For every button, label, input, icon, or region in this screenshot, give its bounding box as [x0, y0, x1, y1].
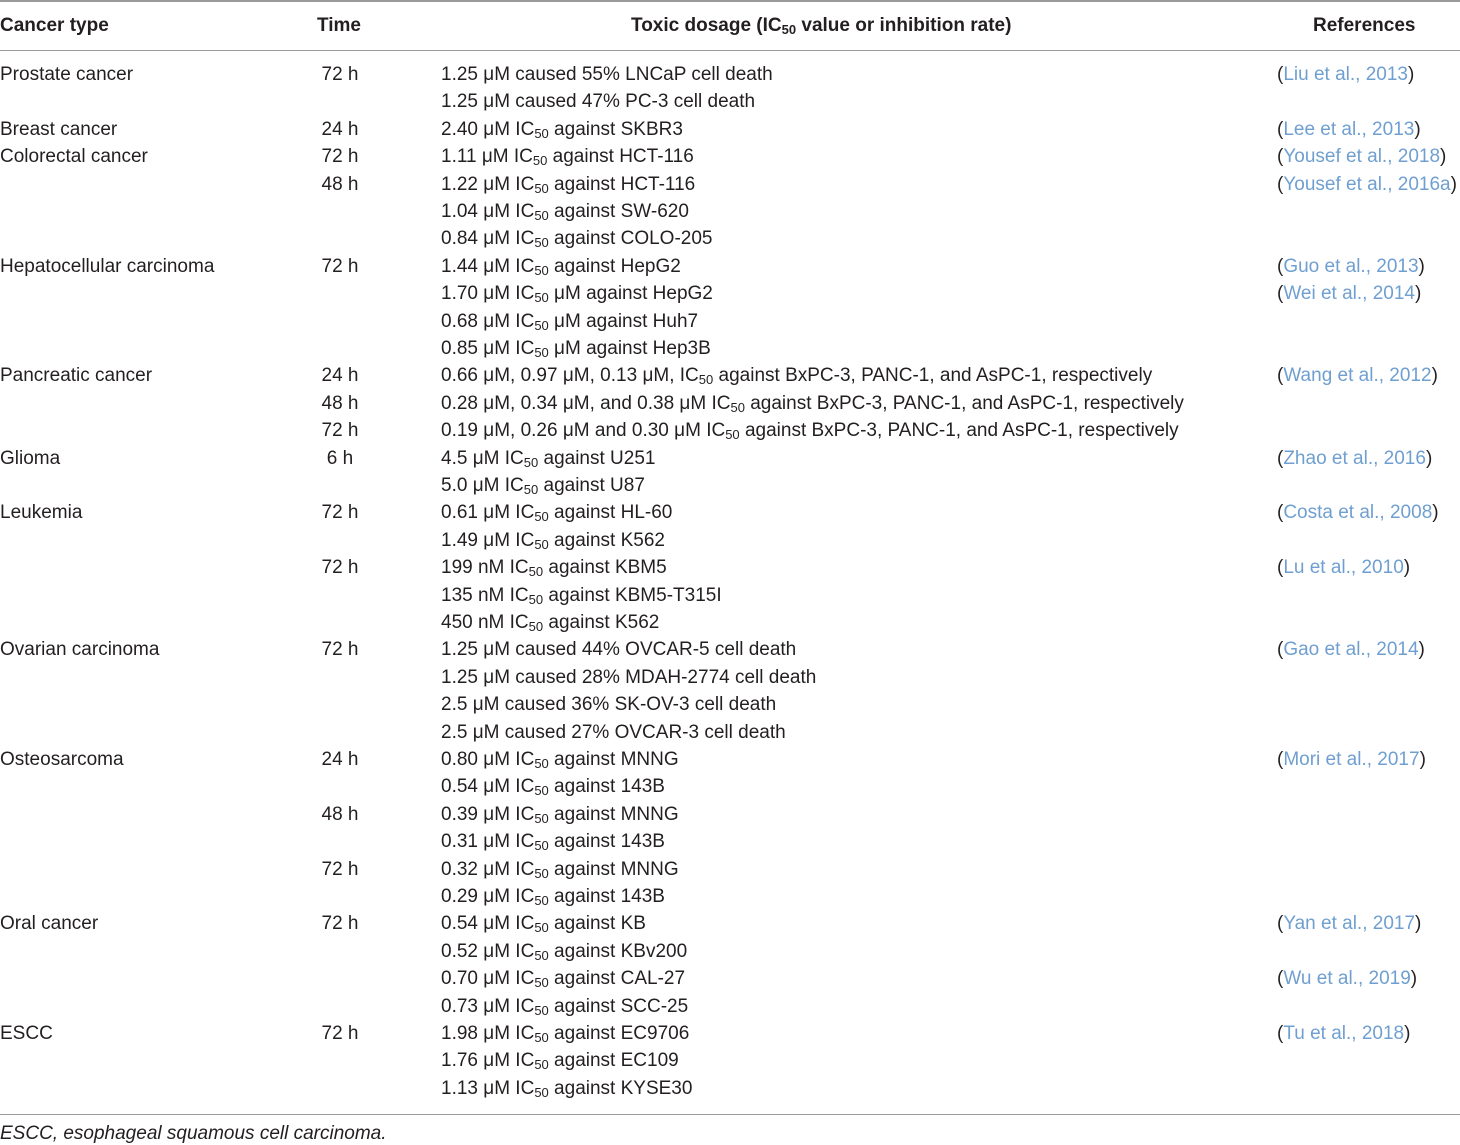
table-row	[0, 636, 1460, 663]
dosage-cell	[441, 1077, 692, 1101]
header-cancer-type: Cancer type	[0, 15, 109, 36]
dosage-text: 1.13 μM IC	[441, 1077, 535, 1099]
dosage-cell	[441, 200, 689, 224]
dosage-text: 0.66 μM, 0.97 μM, 0.13 μM, IC	[441, 365, 699, 387]
time-cell: 24 h	[321, 365, 359, 387]
dosage-text: 135 nM IC	[441, 584, 529, 606]
dosage-text: μM against Huh7	[548, 310, 699, 332]
header-time: Time	[317, 15, 362, 36]
table-row	[0, 582, 1460, 609]
ic-subscript: 50	[534, 893, 549, 908]
dosage-cell	[441, 912, 646, 936]
cancer-type-cell: Prostate cancer	[0, 64, 134, 85]
dosage-cell	[441, 1022, 689, 1046]
dosage-text: against BxPC-3, PANC-1, and AsPC-1, respectively	[739, 420, 1179, 442]
dosage-cell	[441, 967, 685, 991]
ic-subscript: 50	[534, 509, 549, 525]
reference-cell: (Wei et al., 2014)	[1277, 283, 1422, 305]
reference-link[interactable]: Mori et al., 2017	[1283, 749, 1420, 770]
dosage-text: against BxPC-3, PANC-1, and AsPC-1, respectively	[713, 365, 1153, 387]
time-cell: 24 h	[321, 749, 359, 770]
dosage-cell	[441, 721, 786, 745]
table-row	[0, 253, 1460, 280]
dosage-text: 1.04 μM IC	[441, 201, 535, 222]
table-row	[0, 719, 1460, 746]
reference-cell: (Liu et al., 2013)	[1277, 64, 1415, 85]
ic-subscript: 50	[534, 1002, 549, 1018]
dosage-cell	[441, 474, 645, 498]
dosage-cell	[441, 748, 679, 772]
dosage-cell	[441, 337, 711, 361]
reference-cell: (Gao et al., 2014)	[1277, 639, 1425, 661]
table-row	[0, 993, 1460, 1020]
dosage-text: against HCT-116	[547, 146, 694, 168]
dosage-cell	[441, 310, 698, 334]
reference-link[interactable]: Lu et al., 2010	[1283, 557, 1404, 579]
reference-link[interactable]: Yousef et al., 2018	[1283, 146, 1441, 168]
dosage-text: against 143B	[548, 776, 665, 798]
time-cell: 48 h	[321, 803, 359, 825]
dosage-text: 1.70 μM IC	[441, 283, 535, 305]
ic-subscript: 50	[534, 838, 549, 854]
table-row	[0, 527, 1460, 554]
table-row	[0, 61, 1460, 88]
dosage-cell	[441, 775, 665, 799]
reference-link[interactable]: Lee et al., 2013	[1283, 118, 1415, 140]
dosage-cell	[441, 118, 683, 142]
table-row	[0, 88, 1460, 115]
dosage-cell	[441, 364, 1152, 388]
reference-link[interactable]: Guo et al., 2013	[1283, 255, 1419, 277]
table-bottom-rule	[0, 1114, 1460, 1115]
table-row	[0, 116, 1460, 143]
reference-link[interactable]: Wang et al., 2012	[1283, 365, 1432, 387]
header-references: References	[1313, 15, 1416, 36]
dosage-cell	[441, 556, 667, 580]
ic-subscript: 50	[534, 810, 549, 826]
dosage-text: 1.22 μM IC	[441, 173, 535, 195]
reference-cell: (Wu et al., 2019)	[1277, 968, 1418, 990]
cancer-type-cell: Colorectal cancer	[0, 146, 148, 168]
dosage-text: against SKBR3	[548, 118, 683, 140]
header-dosage-subscript: 50	[781, 22, 797, 37]
dosage-text: 0.61 μM IC	[441, 502, 535, 524]
table-row	[0, 1047, 1460, 1074]
dosage-text: 1.25 μM caused 55% LNCaP cell death	[441, 64, 773, 85]
reference-link[interactable]: Zhao et al., 2016	[1283, 447, 1426, 469]
ic-subscript: 50	[698, 372, 714, 388]
dosage-text: against SCC-25	[548, 995, 689, 1017]
dosage-text: 1.98 μM IC	[441, 1023, 535, 1044]
dosage-text: 0.54 μM IC	[441, 776, 535, 798]
dosage-text: 1.25 μM caused 44% OVCAR-5 cell death	[441, 639, 797, 661]
dosage-cell	[441, 501, 672, 525]
time-cell: 72 h	[321, 913, 359, 935]
cancer-type-cell: Glioma	[0, 447, 61, 469]
dosage-text: 0.28 μM, 0.34 μM, and 0.38 μM IC	[441, 392, 731, 414]
dosage-cell	[441, 858, 679, 882]
header-rule	[0, 50, 1460, 51]
time-cell: 48 h	[321, 173, 359, 195]
dosage-cell	[441, 803, 679, 827]
dosage-text: against MNNG	[548, 858, 679, 880]
table-row	[0, 417, 1460, 444]
ic-subscript: 50	[534, 920, 549, 936]
dosage-text: 1.25 μM caused 47% PC-3 cell death	[441, 91, 756, 113]
dosage-cell	[441, 145, 694, 169]
dosage-text: 0.85 μM IC	[441, 338, 535, 359]
dosage-cell	[441, 611, 659, 635]
table-row	[0, 664, 1460, 691]
ic-subscript: 50	[532, 153, 548, 169]
dosage-cell	[441, 255, 681, 279]
dosage-text: against HepG2	[548, 255, 681, 277]
dosage-text: 5.0 μM IC	[441, 475, 524, 496]
table-row	[0, 883, 1460, 910]
dosage-cell	[441, 63, 773, 87]
table-row	[0, 390, 1460, 417]
table-row	[0, 308, 1460, 335]
table-row	[0, 746, 1460, 773]
dosage-text: against BxPC-3, PANC-1, and AsPC-1, respectively	[744, 392, 1184, 414]
ic-subscript: 50	[534, 865, 549, 881]
reference-cell: (Zhao et al., 2016)	[1277, 447, 1433, 469]
ic-subscript: 50	[534, 1084, 549, 1100]
dosage-text: against U87	[538, 475, 645, 496]
reference-link[interactable]: Liu et al., 2013	[1283, 64, 1408, 85]
dosage-text: against K562	[548, 529, 665, 551]
table-row	[0, 362, 1460, 389]
dosage-text: 2.5 μM caused 36% SK-OV-3 cell death	[441, 694, 777, 716]
dosage-text: 0.32 μM IC	[441, 858, 535, 880]
table-row	[0, 801, 1460, 828]
ic-subscript: 50	[534, 208, 549, 223]
reference-link[interactable]: Costa et al., 2008	[1283, 502, 1433, 524]
time-cell: 72 h	[321, 255, 359, 277]
table-row	[0, 225, 1460, 252]
dosage-text: 0.52 μM IC	[441, 940, 535, 962]
dosage-text: against KYSE30	[548, 1077, 693, 1099]
cancer-type-cell: Hepatocellular carcinoma	[0, 255, 215, 277]
dosage-text: against U251	[538, 447, 656, 469]
dosage-text: 199 nM IC	[441, 557, 529, 579]
reference-cell: (Lu et al., 2010)	[1277, 557, 1411, 579]
time-cell: 6 h	[326, 447, 354, 469]
dosage-cell	[441, 227, 712, 251]
reference-cell: (Guo et al., 2013)	[1277, 255, 1425, 277]
ic-subscript: 50	[534, 975, 549, 991]
ic-subscript: 50	[725, 427, 740, 443]
time-cell: 24 h	[321, 118, 359, 140]
ic-subscript: 50	[730, 399, 745, 415]
dosage-text: 0.73 μM IC	[441, 995, 535, 1017]
time-cell: 72 h	[321, 858, 359, 880]
table-row	[0, 143, 1460, 170]
reference-cell: (Yousef et al., 2018)	[1277, 146, 1447, 168]
dosage-cell	[441, 693, 776, 717]
header-toxic-dosage	[631, 14, 1011, 38]
cancer-type-cell: Pancreatic cancer	[0, 365, 153, 387]
ic-subscript: 50	[534, 317, 549, 333]
cancer-type-cell: Oral cancer	[0, 913, 99, 935]
ic-subscript: 50	[528, 591, 544, 607]
dosage-cell	[441, 940, 687, 964]
dosage-text: 1.25 μM caused 28% MDAH-2774 cell death	[441, 666, 817, 688]
time-cell: 72 h	[321, 64, 359, 85]
ic-subscript: 50	[534, 290, 549, 306]
table-row	[0, 1075, 1460, 1102]
time-cell: 72 h	[321, 1023, 359, 1044]
dosage-text: against 143B	[548, 886, 665, 907]
ic-subscript: 50	[534, 1030, 549, 1045]
reference-cell: (Yousef et al., 2016a)	[1277, 173, 1457, 195]
table-row	[0, 938, 1460, 965]
table-row	[0, 965, 1460, 992]
dosage-text: against KBM5-T315I	[543, 584, 722, 606]
cancer-type-cell: Osteosarcoma	[0, 749, 124, 770]
table-footnote: ESCC, esophageal squamous cell carcinoma.	[0, 1123, 387, 1144]
dosage-text: 0.68 μM IC	[441, 310, 535, 332]
reference-cell: (Yan et al., 2017)	[1277, 913, 1422, 935]
ic-subscript: 50	[534, 262, 549, 278]
ic-subscript: 50	[534, 345, 549, 360]
dosage-text: 1.11 μM IC	[441, 146, 533, 168]
dosage-text: 0.39 μM IC	[441, 803, 535, 825]
dosage-text: against CAL-27	[548, 968, 686, 990]
ic-subscript: 50	[528, 619, 544, 634]
ic-subscript: 50	[523, 482, 539, 497]
dosage-text: against HCT-116	[548, 173, 696, 195]
reference-cell: (Tu et al., 2018)	[1277, 1023, 1411, 1044]
dosage-text: 1.49 μM IC	[441, 529, 535, 551]
dosage-text: 0.19 μM, 0.26 μM and 0.30 μM IC	[441, 420, 726, 442]
dosage-cell	[441, 419, 1179, 443]
reference-link[interactable]: Tu et al., 2018	[1283, 1023, 1405, 1044]
reference-link[interactable]: Wei et al., 2014	[1283, 283, 1416, 305]
dosage-text: against KBM5	[543, 557, 667, 579]
dosage-text: against K562	[543, 612, 660, 633]
dosage-text: μM against Hep3B	[548, 338, 711, 359]
time-cell: 72 h	[321, 557, 359, 579]
dosage-cell	[441, 173, 695, 197]
dosage-text: 1.76 μM IC	[441, 1050, 535, 1072]
ic-subscript: 50	[534, 783, 549, 799]
dosage-text: against COLO-205	[548, 228, 713, 250]
dosage-text: 0.29 μM IC	[441, 886, 535, 907]
dosage-text: 0.54 μM IC	[441, 913, 535, 935]
dosage-cell	[441, 584, 722, 608]
dosage-text: 4.5 μM IC	[441, 447, 524, 469]
dosage-text: against MNNG	[548, 749, 679, 770]
table-row	[0, 773, 1460, 800]
dosage-text: against EC109	[548, 1050, 679, 1072]
table-row	[0, 609, 1460, 636]
header-dosage-text: Toxic dosage (IC	[631, 15, 782, 36]
table-row	[0, 335, 1460, 362]
reference-cell: (Lee et al., 2013)	[1277, 118, 1421, 140]
dosage-cell	[441, 995, 688, 1019]
cancer-type-cell: Breast cancer	[0, 118, 118, 140]
dosage-cell	[441, 447, 655, 471]
dosage-cell	[441, 885, 665, 909]
table-row	[0, 472, 1460, 499]
table-row	[0, 856, 1460, 883]
table-row	[0, 445, 1460, 472]
dosage-text: against MNNG	[548, 803, 679, 825]
dosage-cell	[441, 282, 713, 306]
dosage-text: against SW-620	[548, 201, 689, 222]
table-row	[0, 499, 1460, 526]
table-row	[0, 910, 1460, 937]
time-cell: 72 h	[321, 146, 359, 168]
ic-subscript: 50	[534, 125, 549, 141]
dosage-text: against HL-60	[548, 502, 673, 524]
dosage-text: 2.5 μM caused 27% OVCAR-3 cell death	[441, 721, 786, 743]
dosage-cell	[441, 666, 816, 690]
dosage-text: 0.84 μM IC	[441, 228, 535, 250]
table-row	[0, 554, 1460, 581]
table-top-rule	[0, 0, 1460, 2]
table-row	[0, 691, 1460, 718]
cancer-type-cell: Ovarian carcinoma	[0, 639, 160, 661]
dosage-text: 1.44 μM IC	[441, 255, 535, 277]
dosage-cell	[441, 638, 796, 662]
dosage-text: against EC9706	[548, 1023, 690, 1044]
time-cell: 48 h	[321, 392, 359, 414]
ic-subscript: 50	[534, 536, 549, 552]
table-row	[0, 1020, 1460, 1047]
ic-subscript: 50	[534, 947, 549, 963]
time-cell: 72 h	[321, 639, 359, 661]
dosage-text: against KB	[548, 913, 646, 935]
ic-subscript: 50	[534, 1057, 549, 1073]
ic-subscript: 50	[528, 564, 544, 580]
dosage-text: 0.31 μM IC	[441, 831, 535, 853]
dosage-cell	[441, 90, 755, 114]
table-row	[0, 171, 1460, 198]
cancer-type-cell: Leukemia	[0, 502, 83, 524]
cancer-type-cell: ESCC	[0, 1023, 53, 1044]
table-row	[0, 828, 1460, 855]
dosage-cell	[441, 529, 665, 553]
reference-cell: (Mori et al., 2017)	[1277, 749, 1426, 770]
ic-subscript: 50	[534, 180, 549, 196]
dosage-cell	[441, 830, 665, 854]
dosage-text: against KBv200	[548, 940, 688, 962]
table-row	[0, 280, 1460, 307]
reference-link[interactable]: Gao et al., 2014	[1283, 639, 1419, 661]
reference-link[interactable]: Yousef et al., 2016a	[1283, 173, 1451, 195]
dosage-cell	[441, 392, 1184, 416]
header-dosage-suffix: value or inhibition rate)	[796, 15, 1012, 36]
dosage-text: 0.70 μM IC	[441, 968, 535, 990]
table-row	[0, 198, 1460, 225]
ic-subscript: 50	[523, 454, 539, 470]
dosage-text: 450 nM IC	[441, 612, 529, 633]
dosage-text: 2.40 μM IC	[441, 118, 535, 140]
dosage-cell	[441, 1049, 679, 1073]
dosage-text: against 143B	[548, 831, 665, 853]
ic-subscript: 50	[534, 235, 549, 251]
time-cell: 72 h	[321, 502, 359, 524]
ic-subscript: 50	[534, 756, 549, 771]
reference-link[interactable]: Yan et al., 2017	[1283, 913, 1416, 935]
reference-cell: (Wang et al., 2012)	[1277, 365, 1438, 387]
reference-link[interactable]: Wu et al., 2019	[1283, 968, 1411, 990]
dosage-text: μM against HepG2	[548, 283, 713, 305]
time-cell: 72 h	[321, 420, 359, 442]
dosage-text: 0.80 μM IC	[441, 749, 535, 770]
reference-cell: (Costa et al., 2008)	[1277, 502, 1439, 524]
